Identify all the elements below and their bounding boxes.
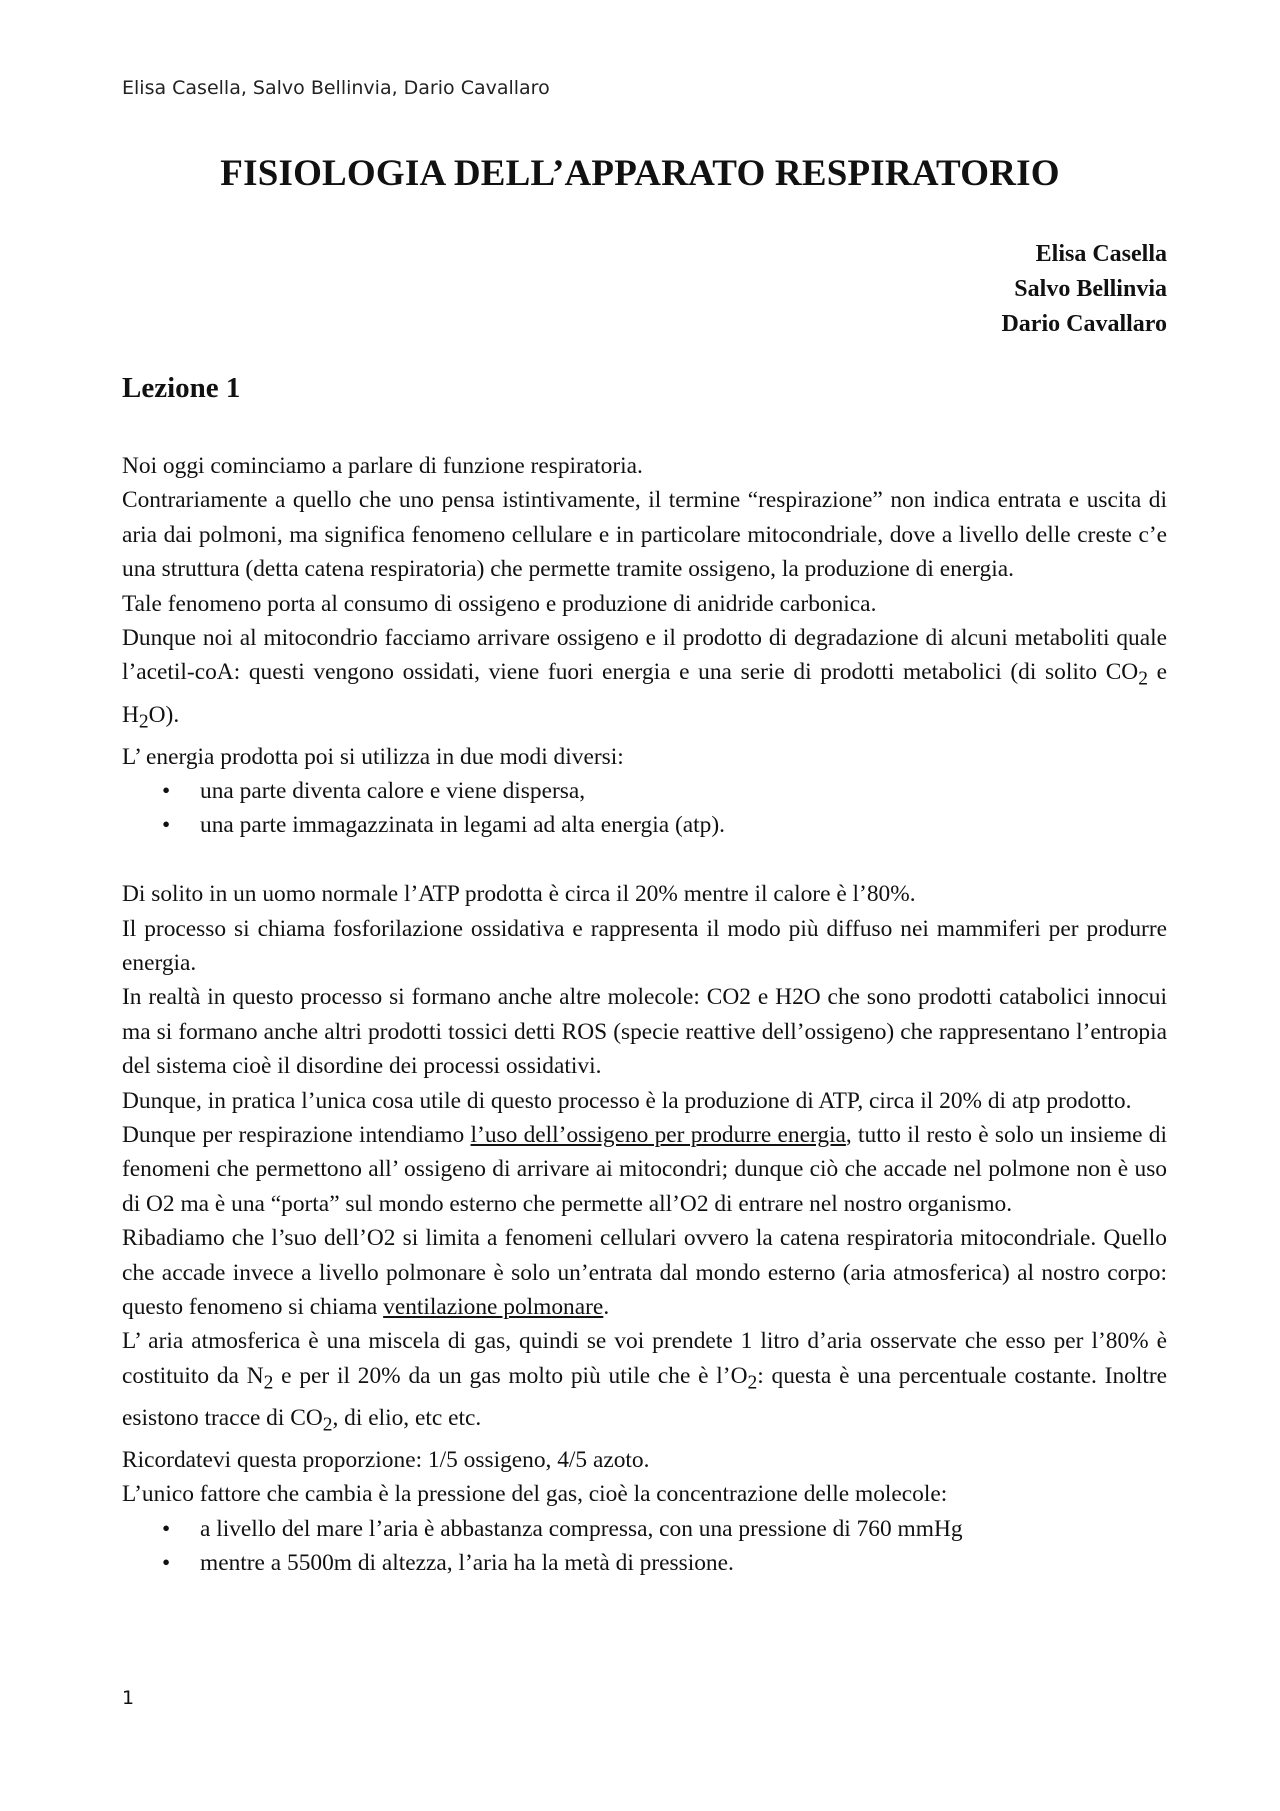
bullet-icon: • — [162, 812, 171, 839]
body-text — [122, 449, 1167, 1581]
paragraph-spacer — [122, 843, 1167, 877]
paragraph: Contrariamente a quello che uno pensa istintivamente, il termine “respirazione” non indica entrata e uscita di aria dai polmoni, ma significa fenomeno cellulare e in particolare mitocondriale, dove a livello delle creste c’e una struttura (detta catena respiratoria) che permette tramite ossigeno, la produzione di energia. — [122, 487, 1167, 583]
text-segment: , di elio, etc etc. — [332, 1404, 482, 1431]
underlined-text: ventilazione polmonare — [383, 1294, 604, 1321]
paragraph — [122, 621, 1167, 740]
list-item — [122, 1546, 1167, 1580]
bullet-list — [122, 1512, 1167, 1581]
text-segment: , tutto il resto è solo un insieme di fenomeni che permettono all’ ossigeno di arrivare ai mitocondri; dunque ciò che accade nel polmone non è uso di O2 ma è una “porta” sul mondo esterno che permette all’O2 di entrare nel nostro organismo. — [122, 1122, 1167, 1217]
paragraph: Noi oggi cominciamo a parlare di funzione respiratoria. — [122, 453, 643, 479]
bullet-icon: • — [162, 1550, 171, 1577]
text-segment: e per il 20% da un gas molto più utile che è l’O — [273, 1362, 748, 1389]
text-segment: L’ aria atmosferica è una miscela di gas, quindi se voi prendete 1 litro d’aria osservate che esso per l’80% è costituito da N — [122, 1328, 1167, 1389]
paragraph: Tale fenomeno porta al consumo di ossigeno e produzione di anidride carbonica. — [122, 590, 877, 617]
paragraph: L’ energia prodotta poi si utilizza in due modi diversi: — [122, 743, 624, 770]
subscript: 2 — [322, 1414, 333, 1436]
bullet-icon: • — [162, 778, 171, 804]
text-segment: Ribadiamo che l’suo dell’O2 si limita a fenomeni cellulari ovvero la catena respiratoria mitocondriale. Quello che accade invece a livello polmonare è solo un’entrata dal mondo esterno (aria atmosferica) al nostro corpo: questo fenomeno si chiama — [122, 1225, 1167, 1321]
author-list — [1001, 237, 1167, 342]
list-item — [122, 774, 1167, 808]
paragraph: Di solito in un uomo normale l’ATP prodotta è circa il 20% mentre il calore è l’80%. — [122, 881, 916, 908]
author-name: Elisa Casella — [1035, 241, 1167, 267]
list-item-text: a livello del mare l’aria è abbastanza compressa, con una pressione di 760 mmHg — [200, 1515, 963, 1542]
bullet-list — [122, 774, 1167, 843]
list-item — [122, 1512, 1167, 1546]
list-item — [122, 808, 1167, 842]
subscript: 2 — [747, 1372, 758, 1394]
paragraph: In realtà in questo processo si formano anche altre molecole: CO2 e H2O che sono prodotti catabolici innocui ma si formano anche altri prodotti tossici detti ROS (specie reattive dell’ossigeno) che rappresentano l’entropia del sistema cioè il disordine dei processi ossidativi. — [122, 984, 1167, 1080]
paragraph — [122, 1324, 1167, 1443]
paragraph — [122, 1221, 1167, 1324]
list-item-text: una parte diventa calore e viene dispersa, — [200, 778, 586, 804]
lesson-heading: Lezione 1 — [122, 372, 241, 404]
document-title: FISIOLOGIA DELL’APPARATO RESPIRATORIO — [220, 153, 1060, 194]
text-segment: Dunque per respirazione intendiamo — [122, 1122, 471, 1149]
paragraph: Ricordatevi questa proporzione: 1/5 ossigeno, 4/5 azoto. — [122, 1447, 650, 1474]
list-item-text: una parte immagazzinata in legami ad alta energia (atp). — [200, 812, 725, 839]
text-segment: O). — [148, 701, 180, 728]
subscript: 2 — [263, 1372, 274, 1394]
paragraph: Dunque, in pratica l’unica cosa utile di questo processo è la produzione di ATP, circa il 20% di atp prodotto. — [122, 1087, 1132, 1114]
author-name: Salvo Bellinvia — [1014, 276, 1167, 302]
list-item-text: mentre a 5500m di altezza, l’aria ha la metà di pressione. — [200, 1550, 734, 1577]
running-header: Elisa Casella, Salvo Bellinvia, Dario Cavallaro — [122, 77, 550, 99]
author-name: Dario Cavallaro — [1001, 311, 1167, 337]
text-segment: : questa è una percentuale costante. Inoltre esistono tracce di CO — [122, 1362, 1167, 1431]
paragraph — [122, 1118, 1167, 1221]
subscript: 2 — [1138, 669, 1148, 691]
paragraph: Il processo si chiama fosforilazione ossidativa e rappresenta il modo più diffuso nei mammiferi per produrre energia. — [122, 915, 1167, 977]
underlined-text: l’uso dell’ossigeno per produrre energia — [470, 1122, 846, 1149]
bullet-icon: • — [162, 1515, 171, 1542]
text-segment: . — [603, 1294, 610, 1321]
page-number: 1 — [122, 1687, 135, 1709]
paragraph: L’unico fattore che cambia è la pressione del gas, cioè la concentrazione delle molecole: — [122, 1481, 948, 1508]
text-segment: Dunque noi al mitocondrio facciamo arrivare ossigeno e il prodotto di degradazione di alcuni metaboliti quale l’acetil-coA: questi vengono ossidati, viene fuori energia e una serie di prodotti metabolici (di solito CO — [122, 625, 1167, 686]
subscript: 2 — [138, 711, 149, 733]
text-segment: e H — [122, 659, 1168, 728]
